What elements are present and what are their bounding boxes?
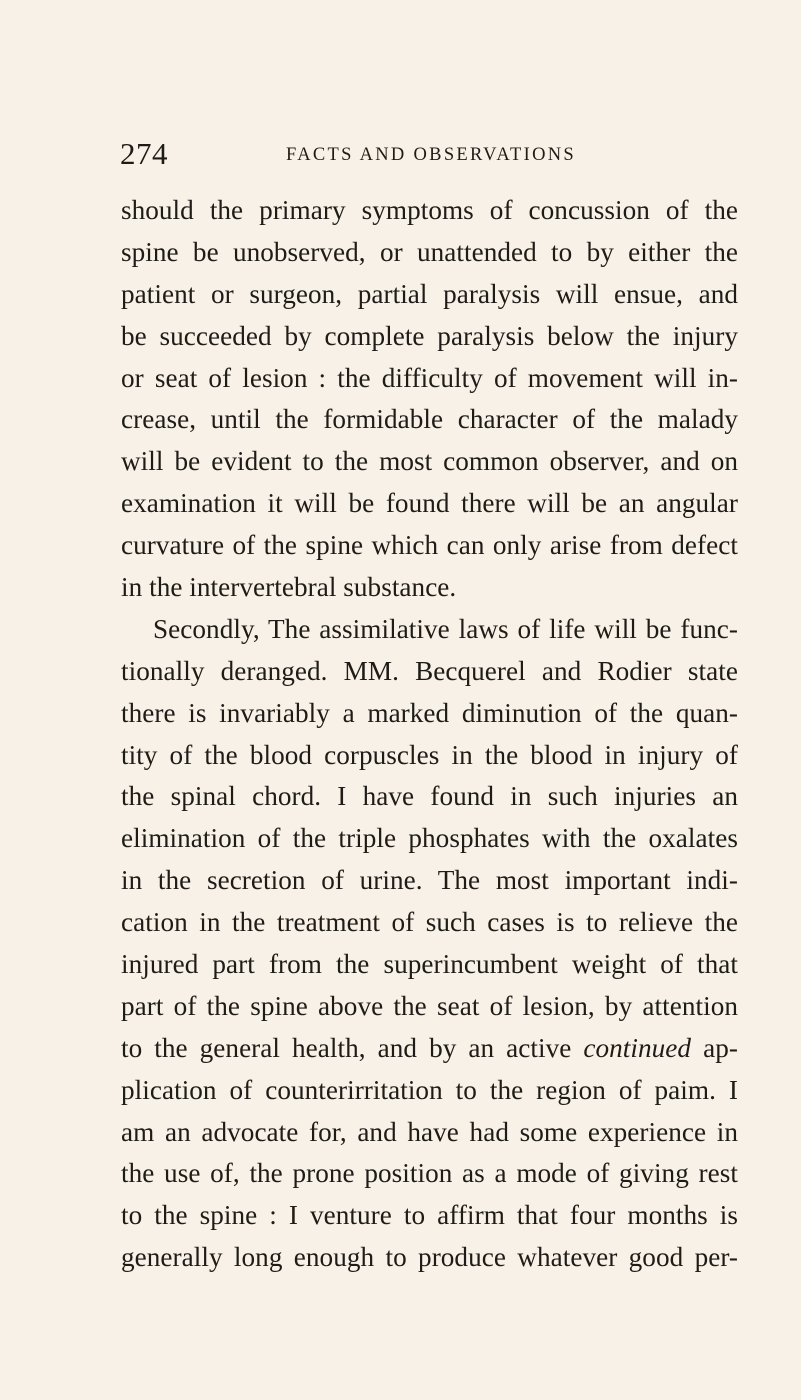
text-line-4: be succeeded by complete paralysis below the injury bbox=[121, 320, 738, 351]
text-line-21 bbox=[121, 1028, 738, 1070]
text-line-19: injured part from the superincumbent weight of that bbox=[121, 949, 738, 980]
text-line-18: cation in the treatment of such cases is to relieve the bbox=[121, 907, 738, 938]
text-line-1: should the primary symptoms of concussion of the bbox=[121, 195, 738, 225]
text-line-22: plication of counterirritation to the region of paim. I bbox=[121, 1074, 738, 1105]
text-line-3: patient or surgeon, partial paralysis will ensue, and bbox=[121, 278, 738, 309]
text-line-2: spine be unobserved, or unattended to by either the bbox=[121, 236, 738, 267]
text-line-21-end: ap- bbox=[703, 1032, 738, 1063]
text-line-12: tionally deranged. MM. Becquerel and Rodier state bbox=[121, 655, 738, 686]
body-text bbox=[121, 190, 738, 1279]
text-line-11: Secondly, The assimilative laws of life will be func- bbox=[153, 613, 738, 644]
page-header bbox=[120, 134, 700, 174]
text-line-21-start: to the general health, and by an active bbox=[121, 1032, 572, 1063]
text-line-15: the spinal chord. I have found in such injuries an bbox=[121, 781, 738, 812]
text-line-6: crease, until the formidable character of the malady bbox=[121, 404, 738, 435]
text-line-5: or seat of lesion : the difficulty of movement will in- bbox=[121, 362, 738, 393]
text-line-16: elimination of the triple phosphates with the oxalates bbox=[121, 823, 738, 854]
italic-word-continued: continued bbox=[583, 1032, 692, 1063]
text-line-23: am an advocate for, and have had some experience in bbox=[121, 1116, 738, 1147]
text-line-8: examination it will be found there will be an angular bbox=[121, 488, 738, 519]
page-number: 274 bbox=[120, 136, 168, 171]
text-line-10: in the intervertebral substance. bbox=[121, 572, 457, 603]
text-line-13: there is invariably a marked diminution of the quan- bbox=[121, 697, 738, 728]
text-line-24: the use of, the prone position as a mode of giving rest bbox=[121, 1158, 738, 1189]
text-line-17: in the secretion of urine. The most important indi- bbox=[121, 865, 738, 896]
running-title: FACTS AND OBSERVATIONS bbox=[286, 145, 577, 165]
text-line-7: will be evident to the most common observer, and on bbox=[121, 446, 738, 477]
text-line-26: generally long enough to produce whatever good per- bbox=[121, 1242, 738, 1273]
text-line-9: curvature of the spine which can only arise from defect bbox=[121, 530, 738, 561]
text-line-14: tity of the blood corpuscles in the blood in injury of bbox=[121, 739, 738, 770]
text-line-25: to the spine : I venture to affirm that four months is bbox=[121, 1200, 738, 1231]
text-line-20: part of the spine above the seat of lesion, by attention bbox=[121, 990, 738, 1021]
